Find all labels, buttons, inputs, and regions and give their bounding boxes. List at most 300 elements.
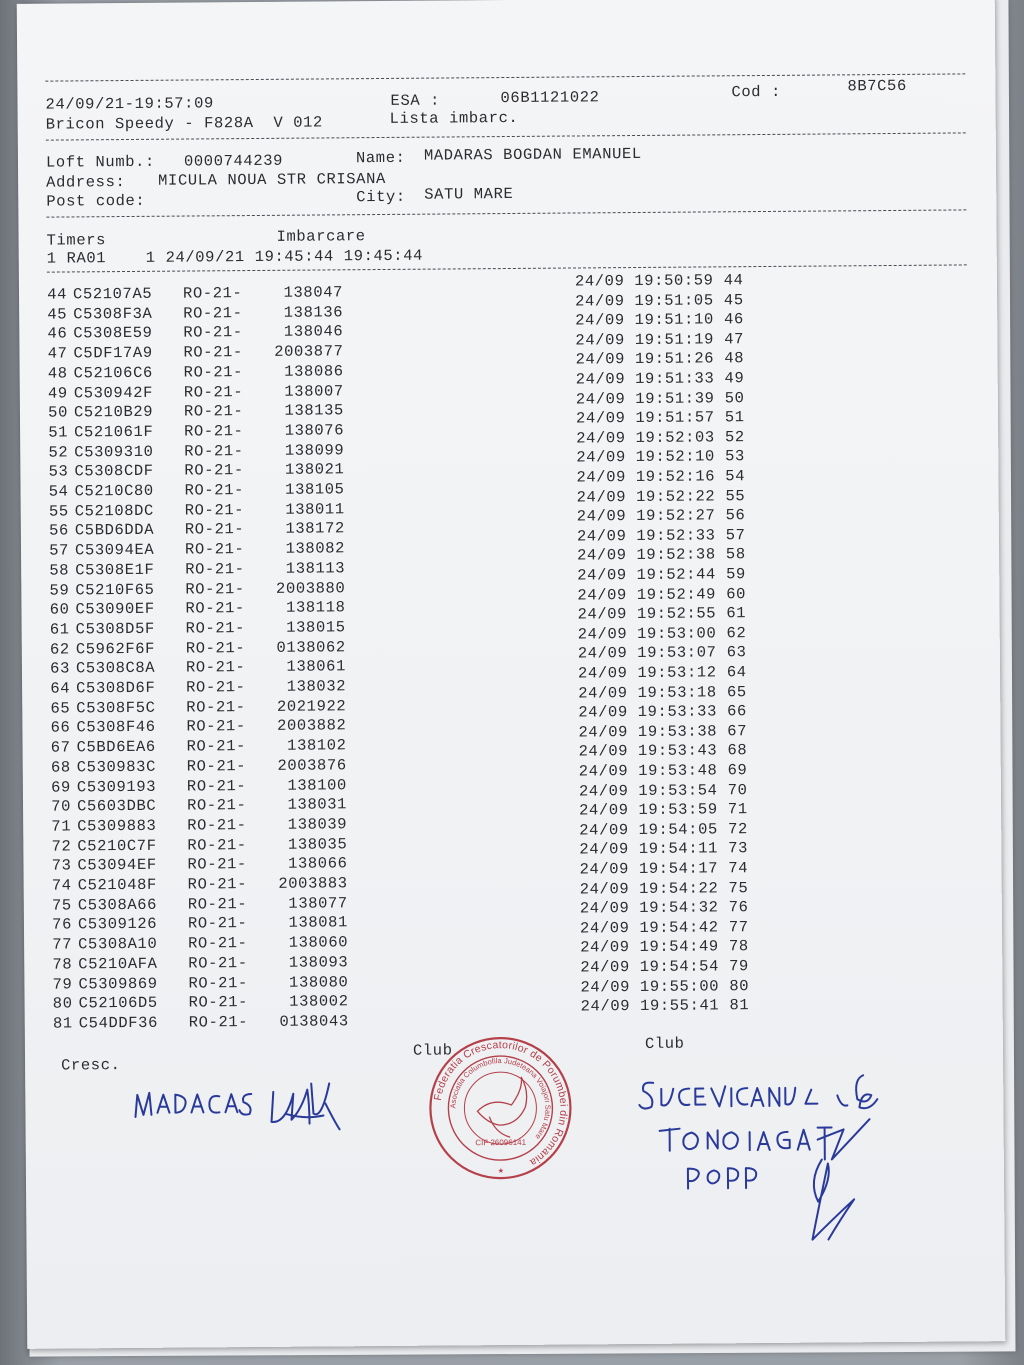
ring-code: C530942F: [73, 383, 154, 402]
time-row: [579, 800, 748, 819]
time-row: [577, 604, 746, 623]
list-row: [41, 303, 343, 323]
row-number: 78: [52, 955, 73, 974]
row-number: 52: [48, 443, 69, 462]
ring-number: 138066: [288, 854, 348, 874]
time-row: [576, 467, 745, 486]
dashed-separator: [46, 209, 966, 217]
row-number: 71: [51, 817, 72, 836]
list-row: [43, 520, 345, 540]
clock-time: 24/09 19:52:16: [576, 467, 716, 487]
city-label: City:: [356, 187, 406, 207]
time-row-number: 72: [727, 819, 748, 839]
time-row-number: 76: [728, 898, 749, 917]
clock-time: 24/09 19:55:00: [580, 976, 720, 997]
list-row: [44, 618, 346, 638]
ring-series: RO-21-: [188, 953, 248, 973]
time-row-number: 61: [726, 604, 747, 623]
ring-series: RO-21-: [186, 796, 247, 815]
ring-series: RO-21-: [185, 658, 246, 677]
ring-series: RO-21-: [183, 382, 244, 402]
ring-number: 138113: [285, 559, 346, 578]
printout-page: [17, 0, 1006, 1349]
list-row: [45, 756, 347, 776]
ring-number: 138080: [288, 972, 349, 992]
row-number: 50: [48, 403, 69, 422]
list-row: [45, 855, 347, 875]
ring-series: RO-21-: [188, 973, 248, 993]
ring-number: 138081: [288, 913, 349, 933]
address-value: MICULA NOUA STR CRISANA: [158, 169, 386, 190]
loft-value: 0000744239: [183, 151, 284, 171]
list-row: [47, 992, 349, 1012]
list-row: [46, 914, 348, 934]
ring-series: RO-21-: [188, 934, 248, 953]
list-row: [42, 401, 344, 421]
list-row: [46, 953, 348, 973]
row-number: 81: [52, 1014, 73, 1033]
ring-series: RO-21-: [186, 678, 246, 697]
clock-time: 24/09 19:53:18: [578, 682, 717, 703]
time-row-number: 73: [728, 839, 749, 858]
time-row-number: 58: [725, 545, 746, 564]
list-row: [42, 480, 344, 500]
ring-series: RO-21-: [187, 914, 248, 933]
time-row-number: 71: [727, 800, 748, 819]
clock-time: 24/09 19:54:32: [579, 898, 719, 918]
ring-number: 138077: [288, 893, 348, 913]
ring-code: C530983C: [76, 757, 157, 777]
row-number: 65: [50, 699, 71, 718]
time-row: [581, 996, 750, 1015]
clock-time: 24/09 19:54:17: [579, 859, 719, 879]
ring-number: 2021922: [276, 696, 347, 716]
list-name: Lista imbarc.: [389, 108, 519, 128]
time-row: [580, 957, 749, 976]
row-number: 67: [50, 738, 71, 757]
ring-series: RO-21-: [183, 323, 243, 342]
time-row-number: 56: [725, 506, 746, 525]
time-row-number: 52: [724, 427, 745, 447]
ring-series: RO-21-: [187, 855, 247, 874]
ring-code: C5309869: [78, 974, 158, 993]
ring-code: C53094EF: [77, 856, 157, 875]
row-number: 63: [50, 659, 71, 678]
clock-time: 24/09 19:51:33: [575, 369, 715, 389]
list-row: [44, 677, 346, 697]
clock-time: 24/09 19:52:55: [577, 604, 717, 624]
row-number: 68: [50, 758, 71, 777]
clock-time: 24/09 19:51:10: [575, 310, 714, 330]
ring-series: RO-21-: [184, 540, 245, 559]
time-row-number: 46: [723, 310, 744, 329]
time-row: [576, 428, 745, 447]
time-row: [579, 820, 748, 839]
ring-series: RO-21-: [184, 481, 245, 500]
clock-time: 24/09 19:51:39: [575, 388, 715, 409]
time-row: [578, 663, 747, 682]
row-number: 55: [48, 502, 69, 521]
timer-line: 1 RA01 1 24/09/21 19:45:44 19:45:44: [46, 246, 424, 268]
time-row: [575, 271, 744, 290]
time-row-number: 77: [728, 917, 749, 937]
time-row-number: 75: [728, 878, 749, 897]
time-row-number: 69: [727, 761, 748, 780]
list-row: [42, 461, 344, 481]
stamp-cif: CIF 26096141: [475, 1137, 527, 1148]
ring-code: C5308A10: [78, 934, 158, 954]
row-number: 80: [52, 994, 73, 1013]
ring-code: C5603DBC: [76, 796, 157, 816]
row-number: 44: [47, 285, 68, 304]
city-value: SATU MARE: [424, 184, 514, 204]
ring-series: RO-21-: [183, 362, 244, 382]
clock-time: 24/09 19:54:22: [579, 878, 719, 899]
ring-number: 138047: [283, 283, 344, 302]
time-row: [579, 781, 748, 800]
clock-time: 24/09 19:52:03: [576, 428, 715, 448]
ring-code: C52106C6: [73, 363, 153, 383]
ring-series: RO-21-: [186, 717, 246, 736]
time-row-number: 54: [725, 467, 746, 486]
clock-time: 24/09 19:54:54: [580, 957, 720, 977]
ring-code: C5309883: [77, 816, 157, 836]
row-number: 66: [50, 718, 71, 738]
time-row: [577, 565, 746, 584]
ring-series: RO-21-: [187, 815, 247, 835]
row-number: 58: [49, 561, 70, 580]
ring-number: 138060: [288, 933, 349, 952]
list-row: [41, 283, 343, 303]
time-row-number: 81: [729, 996, 750, 1015]
list-row: [46, 933, 348, 953]
row-number: 73: [51, 856, 72, 875]
time-row-number: 68: [727, 741, 748, 760]
time-row-number: 74: [728, 859, 749, 878]
ring-number: 2003883: [278, 874, 348, 893]
ring-number: 138082: [285, 539, 346, 558]
print-datetime: 24/09/21-19:57:09: [45, 94, 214, 114]
time-row: [580, 938, 749, 957]
dashed-separator: [45, 73, 965, 81]
ring-number: 138118: [285, 598, 346, 617]
time-row-number: 59: [725, 565, 746, 584]
ring-series: RO-21-: [183, 343, 243, 362]
time-row: [579, 742, 748, 761]
cod-label: Cod :: [731, 82, 782, 102]
name-label: Name:: [355, 148, 406, 168]
clock-time: 24/09 19:52:10: [576, 447, 716, 467]
ring-series: RO-21-: [186, 776, 247, 796]
clock-time: 24/09 19:53:00: [577, 624, 717, 644]
time-row: [575, 350, 744, 369]
list-row: [45, 736, 347, 756]
time-row-number: 62: [726, 623, 747, 643]
time-row-number: 78: [728, 937, 749, 956]
clock-time: 24/09 19:53:48: [578, 761, 718, 781]
ring-number: 138015: [286, 618, 346, 637]
time-row: [580, 879, 749, 898]
ring-number: 0138043: [279, 1012, 349, 1031]
ring-series: RO-21-: [184, 461, 244, 480]
ring-code: C5309193: [76, 777, 157, 796]
time-row-number: 53: [725, 447, 746, 466]
list-row: [46, 874, 348, 894]
time-row-number: 50: [724, 388, 745, 407]
ring-series: RO-21-: [185, 599, 245, 618]
ring-code: C53090EF: [75, 599, 155, 619]
ring-code: C5309310: [74, 442, 154, 462]
time-row: [575, 330, 744, 349]
list-row: [45, 835, 347, 855]
time-row: [576, 389, 745, 408]
row-number: 70: [51, 797, 72, 816]
time-row: [578, 702, 747, 721]
ring-number: 138086: [284, 362, 344, 381]
ring-code: C5BD6DDA: [74, 521, 155, 540]
ring-number: 138021: [284, 460, 345, 480]
time-row: [576, 448, 745, 467]
time-row-number: 45: [723, 290, 744, 309]
ring-code: C52108DC: [74, 501, 155, 521]
clock-time: 24/09 19:53:43: [578, 741, 718, 761]
cresc-label: Cresc.: [61, 1056, 121, 1075]
ring-number: 2003882: [277, 716, 347, 736]
ring-number: 2003877: [274, 342, 344, 361]
clock-time: 24/09 19:54:05: [579, 820, 718, 840]
club-signatures: [631, 1059, 933, 1261]
time-row-number: 48: [724, 349, 745, 368]
time-row-number: 49: [724, 369, 745, 388]
address-label: Address:: [46, 173, 126, 192]
ring-number: 2003880: [275, 578, 346, 598]
ring-series: RO-21-: [187, 835, 247, 855]
ring-series: RO-21-: [187, 875, 248, 894]
time-row: [579, 859, 748, 878]
list-row: [42, 362, 344, 382]
row-number: 64: [50, 679, 71, 698]
ring-number: 138099: [284, 440, 345, 460]
time-row-number: 79: [729, 957, 750, 976]
ring-number: 138172: [285, 519, 345, 539]
time-row: [580, 918, 749, 937]
time-row: [575, 291, 744, 310]
row-number: 62: [49, 640, 70, 659]
row-number: 59: [49, 580, 70, 600]
ring-code: C5308D6F: [76, 678, 156, 698]
row-number: 45: [47, 305, 68, 324]
row-number: 51: [48, 423, 69, 442]
ring-code: C5308D5F: [75, 619, 155, 639]
time-row: [575, 310, 744, 329]
time-row-number: 67: [727, 721, 748, 741]
ring-series: RO-21-: [185, 579, 245, 599]
time-row-number: 70: [727, 780, 748, 799]
time-row-number: 57: [725, 525, 746, 545]
ring-number: 138035: [287, 834, 348, 854]
clock-time: 24/09 19:51:57: [575, 408, 715, 428]
ring-code: C5210C80: [74, 481, 154, 501]
ring-series: RO-21-: [186, 737, 247, 756]
clock-time: 24/09 19:52:27: [576, 506, 716, 526]
time-row: [577, 526, 746, 545]
ring-code: C521048F: [77, 875, 157, 895]
stamp-inner-text: Asociatia Columbofila Judeteana Voiajori Satu Mare: [448, 1056, 553, 1142]
list-row: [41, 342, 343, 362]
list-row: [44, 658, 346, 678]
ring-number: 138011: [285, 499, 345, 519]
ring-number: 0138062: [276, 637, 346, 657]
time-row-number: 55: [725, 486, 746, 505]
clock-time: 24/09 19:52:33: [576, 526, 716, 546]
ring-number: 138039: [287, 815, 348, 834]
ring-number: 138093: [288, 953, 349, 972]
time-row: [577, 546, 746, 565]
name-value: MADARAS BOGDAN EMANUEL: [423, 144, 642, 165]
ring-code: C54DDF36: [78, 1013, 159, 1033]
row-number: 49: [47, 383, 68, 403]
list-row: [41, 323, 343, 343]
list-row: [42, 382, 344, 402]
clock-time: 24/09 19:52:22: [576, 486, 716, 507]
device-name: Bricon Speedy - F828A V 012: [45, 113, 323, 134]
list-row: [43, 598, 345, 618]
ring-code: C5308C8A: [75, 659, 156, 678]
ring-number: 138061: [286, 657, 347, 677]
time-row: [577, 487, 746, 506]
clock-time: 24/09 19:54:42: [579, 918, 719, 938]
ring-code: C52107A5: [72, 284, 153, 304]
time-row-number: 47: [724, 329, 745, 349]
row-number: 54: [48, 482, 69, 501]
ring-code: C5210B29: [73, 402, 154, 422]
time-row-number: 80: [729, 976, 750, 995]
ring-series: RO-21-: [186, 697, 246, 717]
row-number: 75: [51, 896, 72, 915]
time-row-number: 44: [723, 271, 744, 290]
loft-label: Loft Numb.:: [45, 152, 155, 172]
time-row: [576, 369, 745, 388]
time-row: [578, 722, 747, 741]
clock-time: 24/09 19:52:44: [577, 565, 716, 585]
ring-series: RO-21-: [183, 402, 244, 421]
ring-number: 138002: [289, 992, 349, 1011]
ring-series: RO-21-: [183, 303, 243, 323]
time-row: [580, 977, 749, 996]
ring-code: C5210F65: [75, 580, 155, 599]
ring-code: C5BD6EA6: [76, 737, 156, 757]
list-row: [45, 815, 347, 835]
list-row: [47, 1012, 349, 1032]
ring-series: RO-21-: [184, 500, 245, 520]
list-row: [44, 697, 346, 717]
row-number: 74: [51, 876, 72, 895]
clock-time: 24/09 19:51:26: [575, 349, 715, 369]
clock-time: 24/09 19:53:54: [578, 780, 718, 801]
clock-time: 24/09 19:52:38: [577, 545, 716, 565]
ring-number: 138135: [284, 401, 345, 420]
ring-series: RO-21-: [182, 284, 243, 303]
list-row: [43, 559, 345, 579]
ring-code: C5309126: [77, 915, 158, 934]
row-number: 76: [52, 915, 73, 935]
time-row: [580, 898, 749, 917]
time-row: [578, 683, 747, 702]
club-label: Club: [412, 1041, 453, 1060]
ring-code: C5210C7F: [77, 836, 157, 856]
postcode-label: Post code:: [46, 191, 146, 211]
ring-series: RO-21-: [186, 756, 247, 776]
ring-series: RO-21-: [187, 894, 248, 914]
list-row: [46, 894, 348, 914]
ring-number: 138105: [285, 480, 345, 499]
ring-number: 138076: [284, 421, 345, 440]
ring-code: C5308CDF: [74, 462, 154, 481]
list-row: [42, 441, 344, 461]
stamp-star-icon: ★: [497, 1166, 504, 1178]
row-number: 46: [47, 324, 68, 344]
ring-code: C5308A66: [77, 895, 158, 915]
clock-time: 24/09 19:53:12: [577, 663, 717, 683]
ring-number: 138032: [286, 677, 347, 696]
ring-number: 138136: [283, 302, 344, 322]
row-number: 53: [48, 462, 69, 481]
time-row: [576, 408, 745, 427]
ring-number: 138007: [284, 381, 344, 401]
clock-time: 24/09 19:53:07: [577, 643, 717, 663]
clock-time: 24/09 19:52:49: [577, 584, 717, 605]
svg-text:Asociatia Columbofila Judetean: [448, 1056, 553, 1142]
clock-time: 24/09 19:54:11: [579, 839, 719, 859]
time-row: [579, 761, 748, 780]
ring-series: RO-21-: [185, 638, 246, 658]
ring-code: C5308F5C: [76, 698, 156, 718]
ring-series: RO-21-: [184, 520, 245, 539]
list-row: [45, 776, 347, 796]
ring-number: 2003876: [277, 756, 347, 775]
ring-number: 138100: [287, 775, 347, 795]
time-row: [577, 585, 746, 604]
row-number: 47: [47, 344, 68, 363]
time-row-number: 60: [726, 584, 747, 603]
clock-time: 24/09 19:53:59: [579, 800, 718, 820]
row-number: 72: [51, 837, 72, 856]
ring-code: C5308F3A: [73, 304, 153, 324]
row-number: 48: [47, 364, 68, 383]
ring-code: C52106D5: [78, 993, 158, 1013]
row-number: 56: [48, 521, 69, 541]
dashed-separator: [46, 132, 966, 140]
clock-time: 24/09 19:55:41: [580, 996, 720, 1016]
time-row-number: 51: [724, 408, 745, 427]
time-row: [578, 624, 747, 643]
ring-number: 138031: [287, 795, 348, 814]
ring-series: RO-21-: [188, 1012, 249, 1032]
list-row: [44, 717, 346, 737]
list-row: [46, 973, 348, 993]
ring-number: 138046: [283, 322, 344, 342]
esa-value: 06B1121022: [500, 88, 600, 108]
club-label: Club: [644, 1034, 685, 1053]
row-number: 57: [49, 541, 70, 560]
ring-code: C5308F46: [76, 718, 156, 737]
list-row: [43, 500, 345, 520]
ring-code: C5308E59: [73, 324, 153, 343]
ring-code: C521061F: [74, 422, 154, 442]
club-stamp: [425, 1033, 576, 1184]
esa-label: ESA :: [390, 91, 441, 110]
ring-series: RO-21-: [184, 421, 244, 441]
